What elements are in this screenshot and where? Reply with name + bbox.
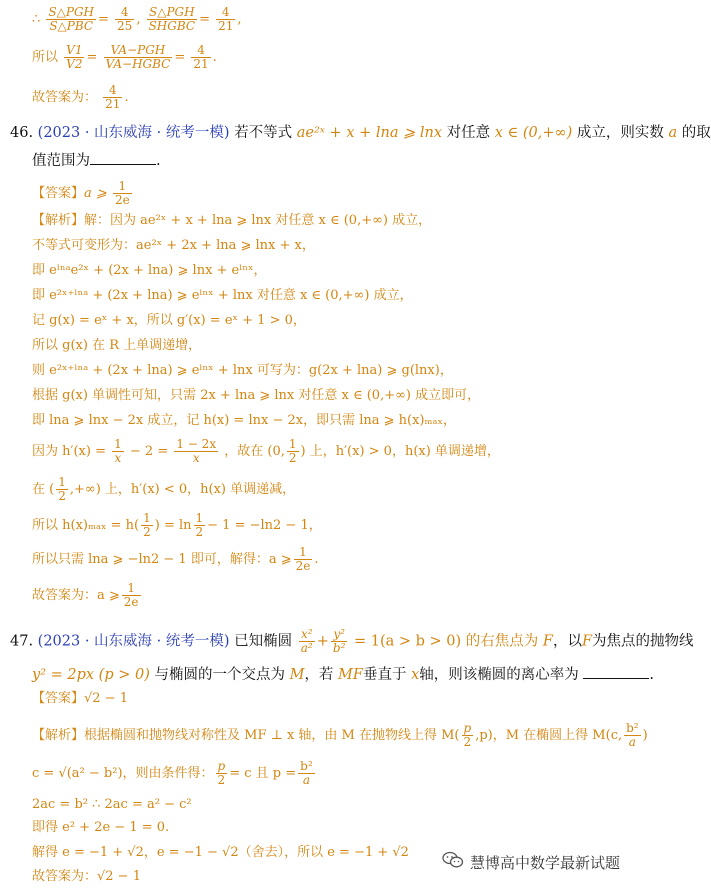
q46-solution-line: 根据 g(x) 单调性可知，只需 2x + lna ⩾ lnx 对任意 x ∈ (0,+∞) 成立即可， — [32, 388, 481, 403]
ratio-line-1: ∴ $\frac{\text{S△PGH}}{\text{S△PBC}}$ = $\frac{4}{25}$ , $\frac{\text{S△PGH}}{\text{SHGBC}}$ = $\frac{4}{21}$ , — [32, 5, 242, 33]
watermark-text: 慧博高中数学最新试题 — [470, 853, 621, 872]
q47-number: 47. — [10, 633, 34, 650]
volume-ratio-line: 所以 $\frac{V1}{V2}$ = $\frac{\text{VA−PGH}}{\text{VA−HGBC}}$ = $\frac{4}{21}$ . — [32, 43, 217, 71]
q47-question-line-2: y² = 2px (p > 0) 与椭圆的一个交点为 M，若 MF垂直于 x轴，则该椭圆的离心率为 . — [32, 664, 654, 684]
q46-solution-line: 记 g(x) = eˣ + x，所以 g′(x) = eˣ + 1 > 0， — [32, 313, 306, 328]
q46-conclusion-line: 所以只需 lna ⩾ −ln2 − 1 即可，解得：a ⩾ $\frac{1}{2e}$ . — [32, 545, 319, 573]
q46-solution-line: 所以 g(x) 在 R 上单调递增， — [32, 338, 202, 353]
q46-derivative-line: 因为 h′(x) = $\frac{1}{x}$ − 2 = $\frac{1 - 2x}{x}$ ，故在 (0, $\frac{1}{2}$ ) 上，h′(x) > 0，h(x) 单调递增， — [32, 437, 500, 465]
q46-solution-line: 不等式可变形为：ae²ˣ + 2x + lna ⩾ lnx + x， — [32, 238, 315, 253]
q47-solution-line-2: c = √(a² − b²)，则由条件得： $\frac{p}{2}$ = c 且 p = $\frac{\text{b²}}{a}$ — [32, 759, 313, 787]
q47-solution-line-4: 即得 e² + 2e − 1 = 0. — [32, 820, 170, 835]
q46-final-answer: 故答案为：a ⩾ $\frac{1}{2e}$ — [32, 581, 139, 609]
q47-question-line-1: 47. (2023 · 山东威海 · 统考一模) 已知椭圆 $\frac{\text{x²}}{\text{a²}}$ + $\frac{\text{y²}}{\text{b²}}$ = 1(a > b > 0) 的右焦点为 F，以F为焦点的抛物线 — [10, 627, 694, 655]
q46-solution-line: 即 eˡⁿᵃe²ˣ + (2x + lna) ⩾ lnx + eˡⁿˣ， — [32, 263, 267, 278]
q47-answer: 【答案】√2 − 1 — [32, 691, 128, 706]
watermark — [442, 848, 642, 876]
q47-source: (2023 · 山东威海 · 统考一模) — [37, 633, 230, 650]
q46-question-line-2: 值范围为 . — [32, 150, 161, 170]
q46-max-line: 所以 h(x)ₘₐₓ = h( $\frac{1}{2}$ ) = ln $\frac{1}{2}$ − 1 = −ln2 − 1， — [32, 511, 322, 539]
top-answer-line: 故答案为： $\frac{4}{21}$ . — [32, 83, 129, 111]
answer-blank — [583, 664, 649, 679]
q46-decreasing-line: 在 ( $\frac{1}{2}$ ,+∞) 上，h′(x) < 0，h(x) 单调递减， — [32, 475, 296, 503]
q47-solution-line-1: 【解析】根据椭圆和抛物线对称性及 MF ⊥ x 轴，由 M 在抛物线上得 M( $\frac{p}{2}$ ,p)，M 在椭圆上得 M(c, $\frac{\text{b²}}{a}$ ) — [32, 721, 648, 749]
q47-solution-line-3: 2ac = b² ∴ 2ac = a² − c² — [32, 797, 192, 812]
q46-source: (2023 · 山东威海 · 统考一模) — [37, 125, 230, 141]
q46-number: 46. — [10, 125, 34, 141]
answer-blank — [90, 150, 156, 165]
q46-question-line-1: 46. (2023 · 山东威海 · 统考一模) 若不等式 ae²ˣ + x + lna ⩾ lnx 对任意 x ∈ (0,+∞) 成立，则实数 a 的取 — [10, 125, 711, 141]
q46-solution-line: 则 e²ˣ⁺ˡⁿᵃ + (2x + lna) ⩾ eˡⁿˣ + lnx 可写为：g(2x + lna) ⩾ g(lnx)， — [32, 363, 453, 378]
q46-solution-line: 【解析】解：因为 ae²ˣ + x + lna ⩾ lnx 对任意 x ∈ (0,+∞) 成立， — [32, 213, 432, 228]
q46-solution-line: 即 e²ˣ⁺ˡⁿᵃ + (2x + lna) ⩾ eˡⁿˣ + lnx 对任意 x ∈ (0,+∞) 成立， — [32, 288, 413, 303]
q46-solution-line: 即 lna ⩾ lnx − 2x 成立，记 h(x) = lnx − 2x，即只需 lna ⩾ h(x)ₘₐₓ， — [32, 413, 456, 428]
q46-answer: 【答案】a ⩾ $\frac{1}{2e}$ — [32, 179, 130, 207]
q47-final-answer: 故答案为：√2 − 1 — [32, 869, 141, 884]
q47-solution-line-5: 解得 e = −1 + √2，e = −1 − √2（舍去），所以 e = −1 + √2 — [32, 845, 409, 860]
wechat-icon — [442, 851, 464, 873]
